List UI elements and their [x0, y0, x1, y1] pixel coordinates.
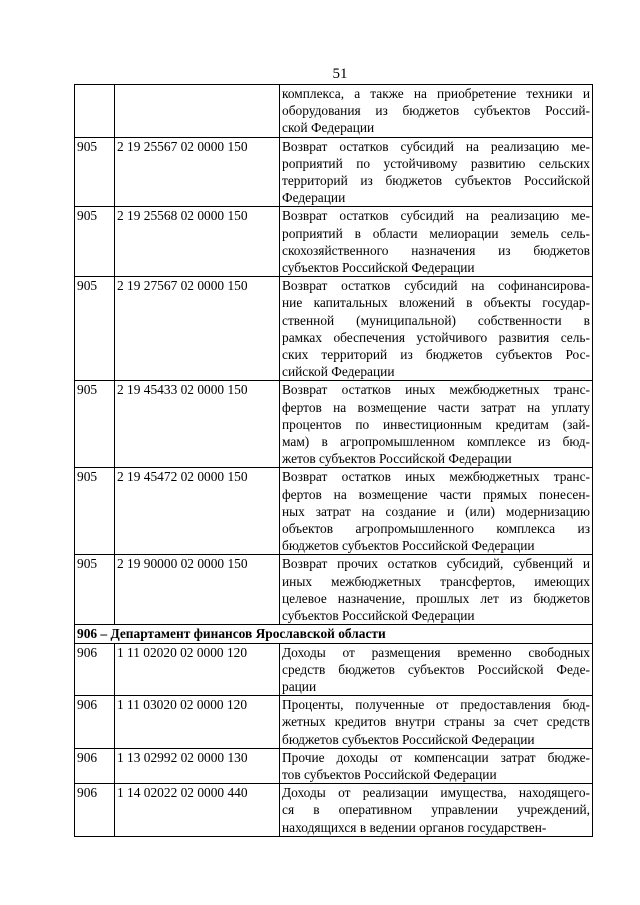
income-description-cell — [280, 137, 593, 207]
table-body — [75, 85, 593, 837]
admin-code-cell: 906 — [75, 696, 115, 749]
description-line: процентов по инвестиционным кредитам (зай- — [282, 416, 590, 432]
description-line: находящихся в ведении органов государствен- — [282, 819, 547, 835]
admin-code-cell: 905 — [75, 137, 115, 207]
table-row — [75, 748, 593, 783]
budget-classification-code-cell: 2 19 25567 02 0000 150 — [115, 137, 280, 207]
budget-classification-code-cell: 1 14 02022 02 0000 440 — [115, 784, 280, 837]
income-description-cell — [280, 643, 593, 696]
description-line: объектов агропромышленного комплекса из — [282, 521, 590, 537]
budget-classification-code-cell: 1 11 03020 02 0000 120 — [115, 696, 280, 749]
income-description-cell — [280, 207, 593, 277]
admin-code-cell: 905 — [75, 555, 115, 625]
budget-classification-code-cell: 2 19 90000 02 0000 150 — [115, 555, 280, 625]
description-line: ных затрат на создание и (или) модернизацию — [282, 503, 590, 519]
description-line: ских территорий из бюджетов субъектов Рос- — [282, 347, 590, 363]
section-header: 906 – Департамент финансов Ярославской области — [75, 625, 593, 643]
budget-classification-code-cell — [115, 85, 280, 138]
description-line: фертов на возмещение части затрат на уплату — [282, 399, 590, 415]
description-line: Возврат прочих остатков субсидий, субвенций и — [282, 556, 590, 572]
description-line: ской Федерации — [282, 120, 375, 136]
description-line: ние капитальных вложений в объекты государ- — [282, 295, 590, 311]
admin-code-cell: 905 — [75, 277, 115, 381]
admin-code-cell: 906 — [75, 748, 115, 783]
description-line: Проценты, полученные от предоставления бюд- — [282, 697, 590, 713]
income-description-cell — [280, 381, 593, 468]
table-row — [75, 381, 593, 468]
page-number: 51 — [332, 66, 348, 82]
admin-code-cell — [75, 85, 115, 138]
income-description-cell — [280, 696, 593, 749]
admin-code-cell: 906 — [75, 784, 115, 837]
budget-classification-code-cell: 1 11 02020 02 0000 120 — [115, 643, 280, 696]
table-row — [75, 555, 593, 625]
table-row — [75, 137, 593, 207]
description-line: иных межбюджетных трансфертов, имеющих — [282, 573, 590, 589]
budget-classification-code-cell: 2 19 25568 02 0000 150 — [115, 207, 280, 277]
description-line: Возврат остатков иных межбюджетных транс- — [282, 382, 590, 398]
description-line: Доходы от размещения временно свободных — [282, 644, 590, 660]
income-description-cell — [280, 468, 593, 555]
description-line: жетов субъектов Российской Федерации — [282, 451, 512, 467]
description-line: Доходы от реализации имущества, находящего- — [282, 785, 590, 801]
description-line: бюджетов субъектов Российской Федерации — [282, 731, 535, 747]
description-line: субъектов Российской Федерации — [282, 608, 475, 624]
description-line: территорий из бюджетов субъектов Российской — [282, 173, 590, 189]
income-description-cell — [280, 748, 593, 783]
table-row — [75, 784, 593, 837]
description-line: целевое назначение, прошлых лет из бюджетов — [282, 590, 590, 606]
description-line: рамках обеспечения устойчивого развития сель- — [282, 329, 590, 345]
admin-code-cell: 905 — [75, 468, 115, 555]
description-line: бюджетов субъектов Российской Федерации — [282, 538, 535, 554]
description-line: фертов на возмещение части прямых понесен- — [282, 486, 590, 502]
description-line: роприятий в области мелиорации земель сель- — [282, 225, 590, 241]
table-row — [75, 696, 593, 749]
description-line: рации — [282, 678, 317, 694]
description-line: средств бюджетов субъектов Российской Феде- — [282, 661, 590, 677]
description-line: сийской Федерации — [282, 364, 395, 380]
description-line: Федерации — [282, 190, 346, 206]
budget-classification-code-cell: 2 19 45472 02 0000 150 — [115, 468, 280, 555]
table-row — [75, 643, 593, 696]
income-description-cell — [280, 784, 593, 837]
budget-classification-code-cell: 2 19 27567 02 0000 150 — [115, 277, 280, 381]
description-line: скохозяйственного назначения из бюджетов — [282, 242, 590, 258]
income-description-cell — [280, 555, 593, 625]
description-line: субъектов Российской Федерации — [282, 260, 475, 276]
description-line: Возврат остатков субсидий на софинансирова- — [282, 278, 590, 294]
income-description-cell — [280, 277, 593, 381]
budget-codes-table — [74, 84, 593, 837]
table-row — [75, 85, 593, 138]
admin-code-cell: 905 — [75, 207, 115, 277]
admin-code-cell: 906 — [75, 643, 115, 696]
description-line: Возврат остатков субсидий на реализацию ме- — [282, 208, 590, 224]
description-line: мам) в агропромышленном комплексе из бюд- — [282, 434, 590, 450]
description-line: Возврат остатков субсидий на реализацию ме- — [282, 138, 590, 154]
section-header-row — [75, 625, 593, 643]
income-description-cell — [280, 85, 593, 138]
description-line: оборудования из бюджетов субъектов Россий- — [282, 103, 590, 119]
table-row — [75, 207, 593, 277]
budget-classification-code-cell: 2 19 45433 02 0000 150 — [115, 381, 280, 468]
description-line: комплекса, а также на приобретение техники и — [282, 86, 590, 101]
description-line: роприятий по устойчивому развитию сельских — [282, 155, 590, 171]
description-line: Прочие доходы от компенсации затрат бюдже- — [282, 749, 590, 765]
description-line: ся в оперативном управлении учреждений, — [282, 802, 590, 818]
budget-classification-code-cell: 1 13 02992 02 0000 130 — [115, 748, 280, 783]
description-line: жетных кредитов внутри страны за счет средств — [282, 714, 590, 730]
description-line: тов субъектов Российской Федерации — [282, 766, 497, 782]
description-line: Возврат остатков иных межбюджетных транс- — [282, 469, 590, 485]
description-line: ственной (муниципальной) собственности в — [282, 312, 590, 328]
table-row — [75, 277, 593, 381]
admin-code-cell: 905 — [75, 381, 115, 468]
table-row — [75, 468, 593, 555]
